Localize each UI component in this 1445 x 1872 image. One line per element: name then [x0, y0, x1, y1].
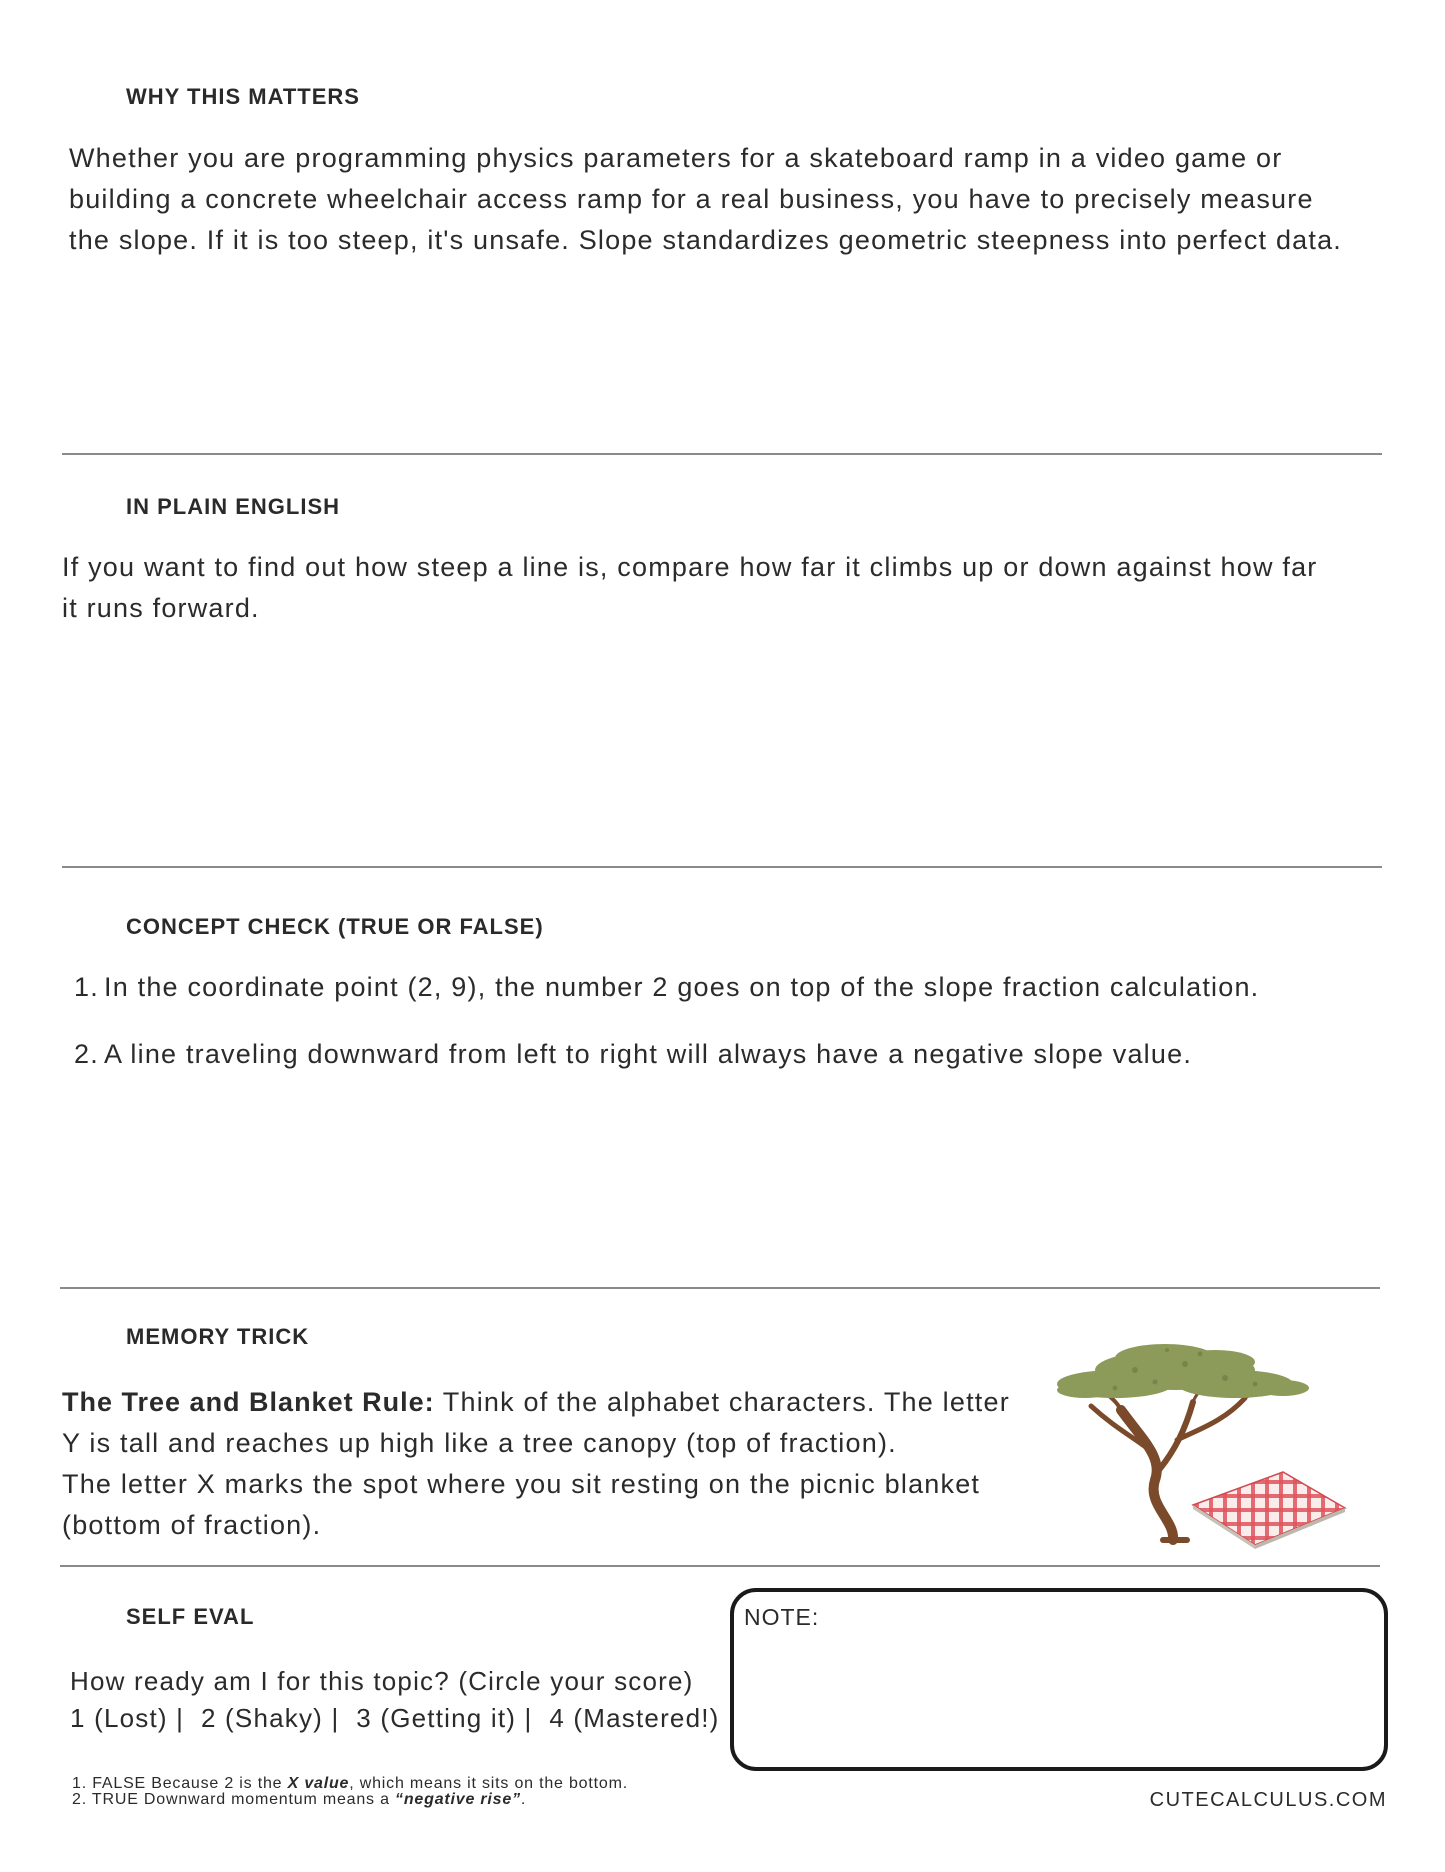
answer-number: 1. [72, 1775, 87, 1792]
paragraph-line [62, 1382, 1062, 1423]
rule-text: Think of the alphabet characters. The letter [434, 1387, 1010, 1417]
answer-line [72, 1792, 628, 1808]
self-eval-question: How ready am I for this topic? (Circle your score) [70, 1666, 694, 1696]
answer-emphasis: X value [287, 1775, 350, 1792]
concept-check-item-2 [74, 1039, 1192, 1070]
answer-text: . [520, 1791, 527, 1808]
heading-self-eval: SELF EVAL [126, 1604, 255, 1629]
rule-name: The Tree and Blanket Rule: [62, 1387, 435, 1417]
memory-trick-paragraph [62, 1382, 1062, 1546]
note-label: NOTE: [744, 1604, 820, 1630]
tree-canopy-icon [1057, 1344, 1309, 1398]
section-divider [60, 1287, 1380, 1289]
section-divider [62, 453, 1382, 455]
answer-text: FALSE Because 2 is the [92, 1775, 288, 1792]
paragraph-line: Whether you are programming physics parameters for a skateboard ramp in a video game or [69, 143, 1283, 173]
section-divider [62, 866, 1382, 868]
concept-check-item-1 [74, 972, 1259, 1003]
picnic-blanket-icon [1193, 1472, 1345, 1549]
answer-line [72, 1776, 628, 1792]
paragraph-line: Y is tall and reaches up high like a tree canopy (top of fraction). [62, 1428, 897, 1458]
note-box[interactable] [730, 1588, 1388, 1771]
answer-emphasis: “negative rise” [395, 1791, 521, 1808]
item-text: In the coordinate point (2, 9), the number 2 goes on top of the slope fraction calculation. [104, 972, 1260, 1002]
tree-and-blanket-illustration [1055, 1340, 1365, 1550]
paragraph-line: (bottom of fraction). [62, 1510, 322, 1540]
answer-key [72, 1776, 628, 1808]
self-eval-scale: 1 (Lost) | 2 (Shaky) | 3 (Getting it) | 4 (Mastered!) [70, 1703, 720, 1733]
item-number: 2. [74, 1039, 99, 1069]
site-footer: CUTECALCULUS.COM [1149, 1789, 1387, 1811]
heading-concept-check: CONCEPT CHECK (TRUE OR FALSE) [126, 914, 544, 939]
section-divider [60, 1565, 1380, 1567]
heading-plain-english: IN PLAIN ENGLISH [126, 494, 341, 519]
item-text: A line traveling downward from left to right will always have a negative slope value. [104, 1039, 1193, 1069]
item-number: 1. [74, 972, 99, 1002]
paragraph-line: building a concrete wheelchair access ramp for a real business, you have to precisely measure [69, 184, 1314, 214]
heading-memory-trick: MEMORY TRICK [126, 1324, 310, 1349]
why-this-matters-paragraph [69, 138, 1342, 261]
heading-why-this-matters: WHY THIS MATTERS [126, 84, 360, 109]
answer-text: TRUE Downward momentum means a [91, 1791, 396, 1808]
answer-text: , which means it sits on the bottom. [349, 1775, 628, 1792]
paragraph-line: The letter X marks the spot where you sit resting on the picnic blanket [62, 1469, 981, 1499]
paragraph-line: the slope. If it is too steep, it's unsafe. Slope standardizes geometric steepness into perfect data. [69, 225, 1343, 255]
answer-number: 2. [72, 1791, 87, 1808]
paragraph-line: it runs forward. [62, 593, 260, 623]
paragraph-line: If you want to find out how steep a line is, compare how far it climbs up or down against how far [62, 552, 1318, 582]
plain-english-paragraph [62, 547, 1318, 629]
